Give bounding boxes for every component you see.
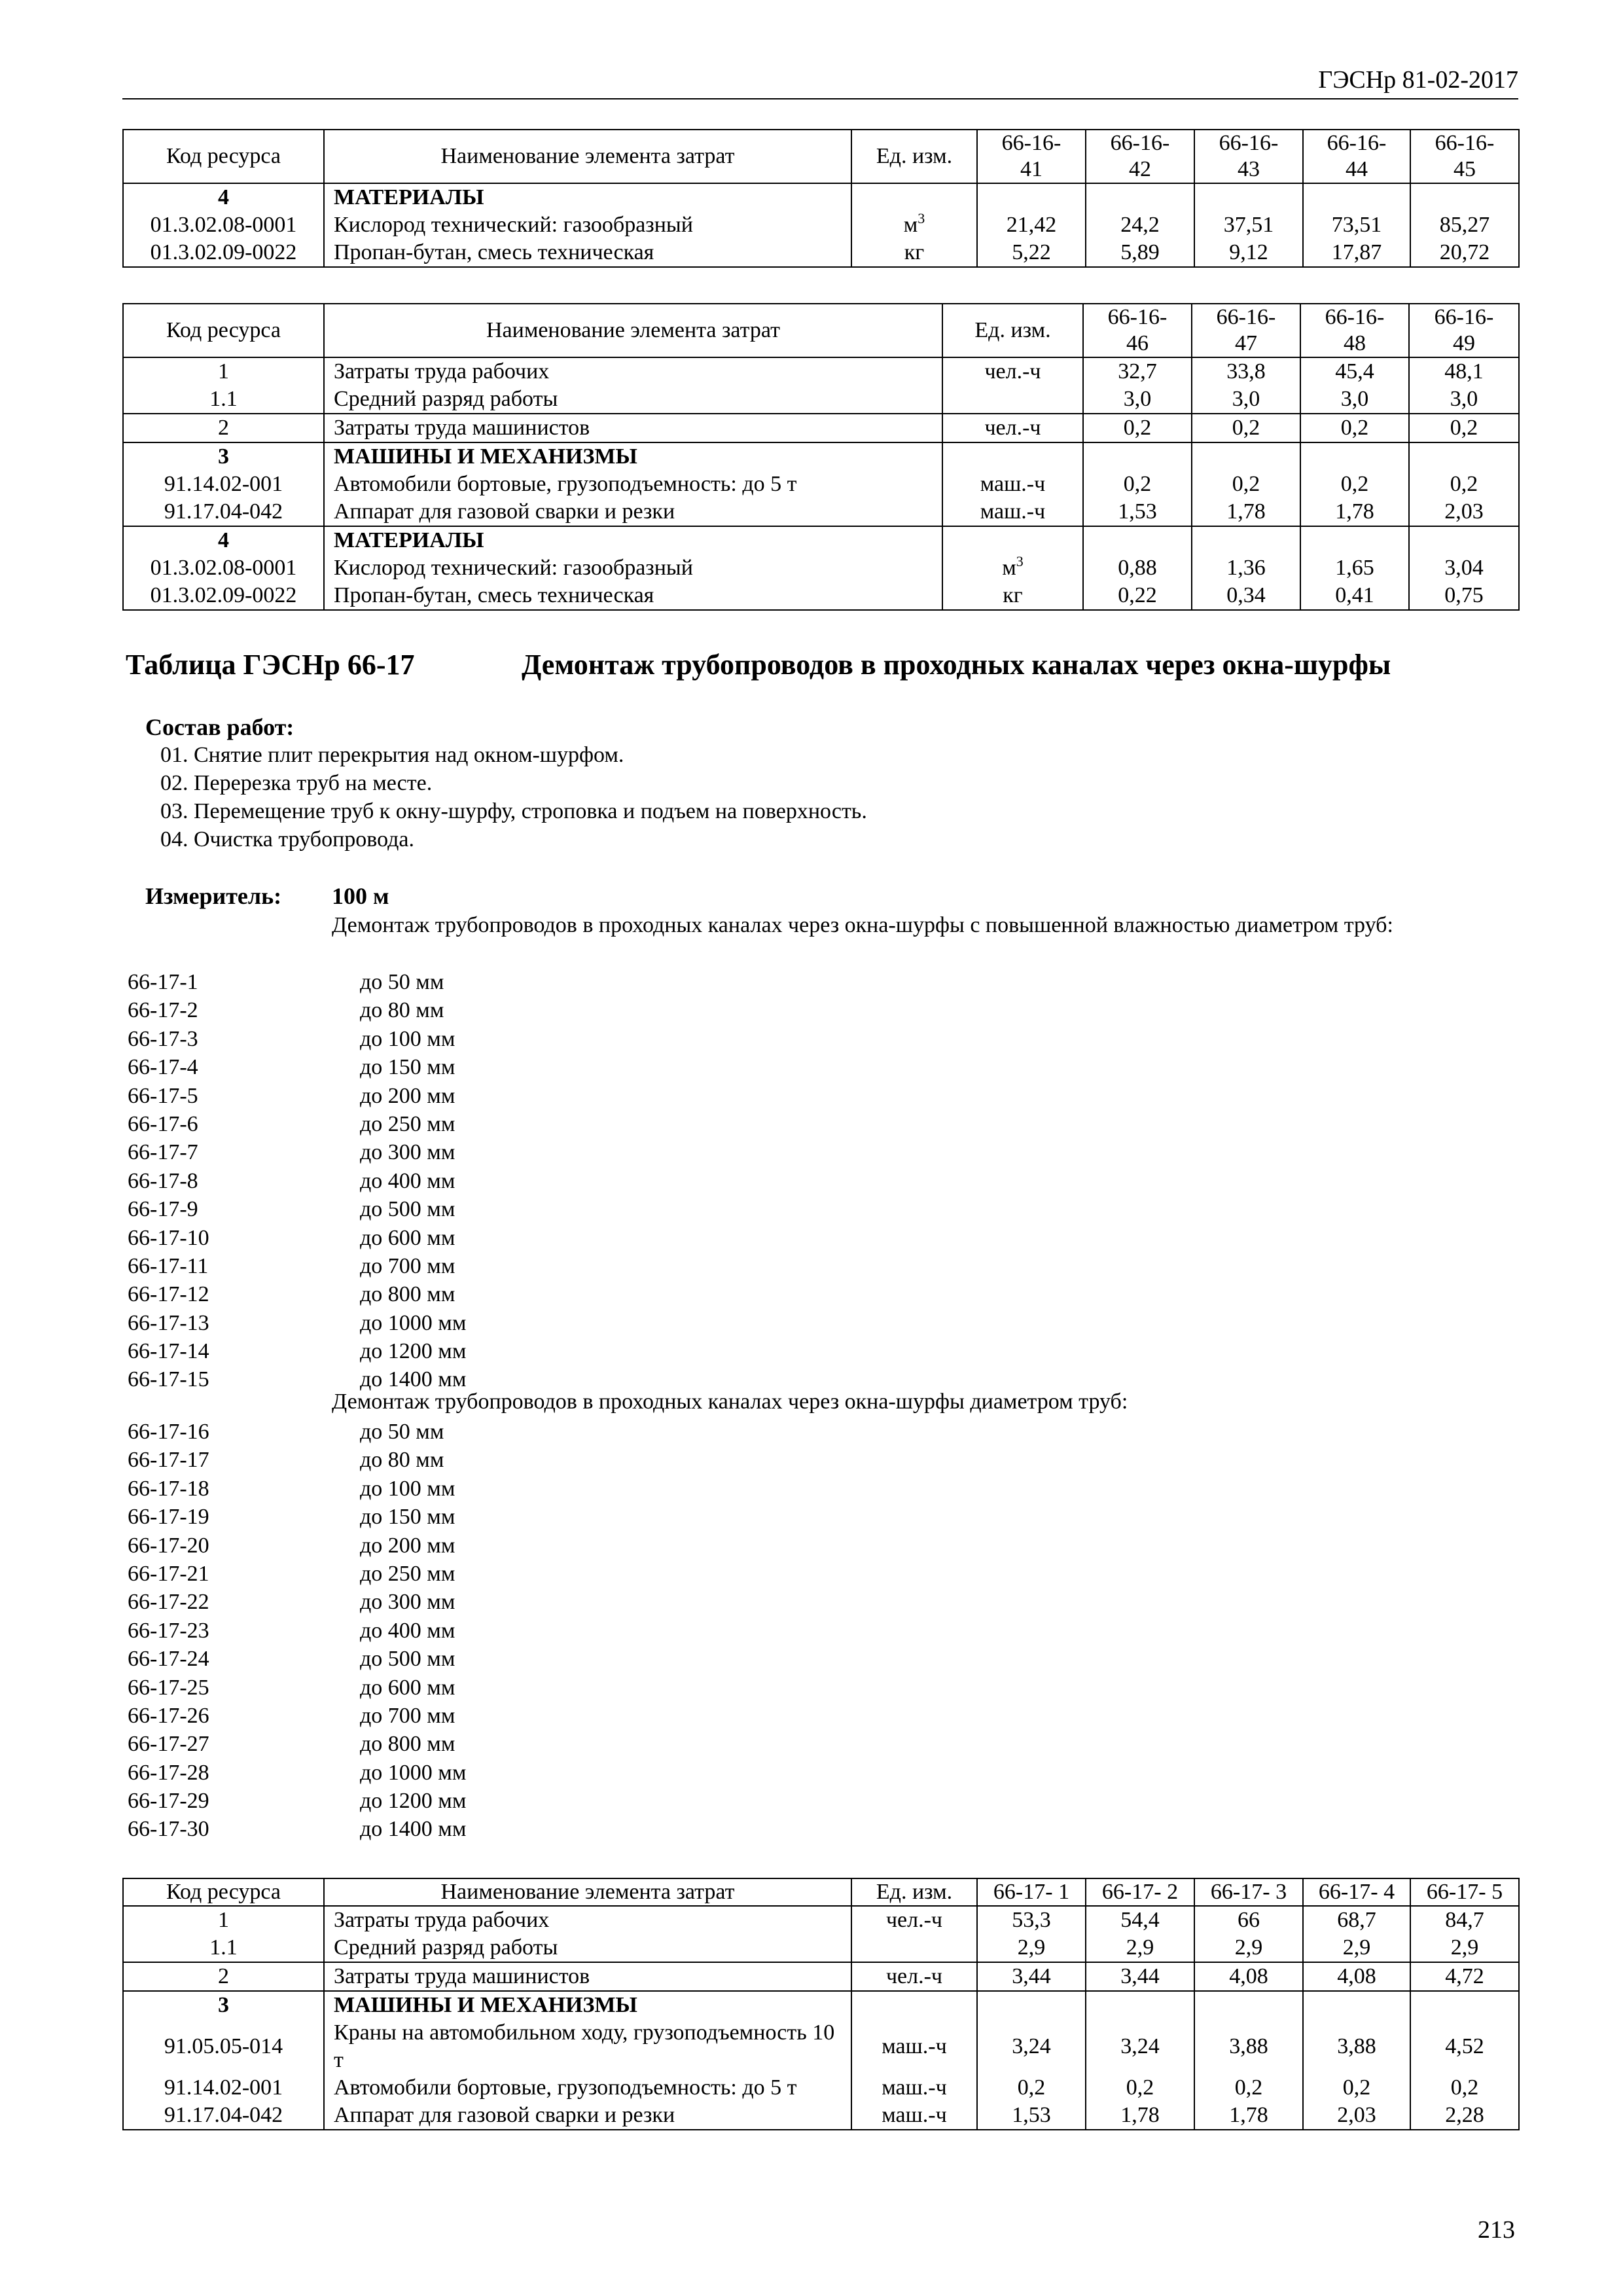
value-cell: 4,52 [1410,2019,1519,2074]
norm-diameter: до 1200 мм [360,1789,467,1814]
value-cell: 3,44 [977,1962,1086,1991]
norm-code: 66-17-15 [128,1367,209,1392]
resource-code: 01.3.02.08-0001 [123,554,324,582]
resource-name: Автомобили бортовые, грузоподъемность: до 5 т [324,471,942,498]
value-cell [1192,526,1300,554]
value-cell: 20,72 [1410,239,1519,267]
value-cell [1194,183,1303,211]
norm-code: 66-17-5 [128,1083,198,1108]
norm-diameter: до 600 мм [360,1675,455,1700]
value-cell: 0,2 [1083,414,1192,442]
resource-name: Затраты труда машинистов [324,1962,851,1991]
norm-diameter: до 100 мм [360,1026,455,1051]
norm-code: 66-17-27 [128,1732,209,1757]
value-cell: 4,08 [1303,1962,1410,1991]
unit: маш.-ч [851,2019,977,2074]
value-cell: 37,51 [1194,211,1303,239]
norm-code: 66-17-4 [128,1055,198,1080]
table-row [123,442,1519,471]
resource-code: 1 [123,357,324,386]
norm-diameter: до 1000 мм [360,1310,467,1335]
value-cell: 0,2 [1192,471,1300,498]
unit: маш.-ч [942,498,1083,526]
value-cell: 3,0 [1192,386,1300,414]
norm-diameter: до 250 мм [360,1561,455,1586]
resource-name: Кислород технический: газообразный [324,211,851,239]
value-cell [1194,1991,1303,2019]
resource-code: 91.14.02-001 [123,2074,324,2102]
column-header: Наименование элемента затрат [324,1878,851,1906]
table-row [123,554,1519,582]
value-cell: 48,1 [1409,357,1519,386]
norm-code: 66-17-19 [128,1505,209,1530]
work-composition-list [160,741,867,853]
resource-name: Средний разряд работы [324,1934,851,1962]
table-row [123,239,1519,267]
value-cell: 1,65 [1300,554,1409,582]
column-header: Наименование элемента затрат [324,304,942,357]
table-row [123,414,1519,442]
resource-code: 91.14.02-001 [123,471,324,498]
value-cell: 2,9 [1410,1934,1519,1962]
resource-code: 1.1 [123,386,324,414]
resource-table-66-17-1-5 [122,1878,1520,2130]
table-row [123,1906,1519,1934]
value-cell: 1,78 [1192,498,1300,526]
norm-diameter: до 700 мм [360,1703,455,1728]
column-header: Ед. изм. [942,304,1083,357]
resource-name: МАШИНЫ И МЕХАНИЗМЫ [324,1991,851,2019]
norm-diameter: до 150 мм [360,1505,455,1530]
value-cell: 85,27 [1410,211,1519,239]
column-header: 66-16- 42 [1086,130,1194,183]
value-cell: 54,4 [1086,1906,1194,1934]
measure-label: Измеритель: [145,883,282,909]
norm-diameter: до 200 мм [360,1083,455,1108]
value-cell [977,1991,1086,2019]
resource-code: 01.3.02.09-0022 [123,582,324,610]
table-row [123,1991,1519,2019]
value-cell [1083,442,1192,471]
norm-diameter: до 250 мм [360,1111,455,1136]
value-cell: 0,2 [1409,414,1519,442]
resource-code: 91.17.04-042 [123,2102,324,2130]
value-cell: 0,2 [977,2074,1086,2102]
table-header-row [123,1878,1519,1906]
column-header: 66-17- 1 [977,1878,1086,1906]
norm-code: 66-17-11 [128,1253,209,1278]
norm-diameter: до 50 мм [360,1420,444,1444]
value-cell: 1,78 [1300,498,1409,526]
column-header: 66-17- 3 [1194,1878,1303,1906]
resource-table-66-16-41-45 [122,129,1520,268]
norm-diameter: до 300 мм [360,1140,455,1165]
resource-code: 01.3.02.08-0001 [123,211,324,239]
resource-table-66-16-46-49 [122,303,1520,611]
value-cell: 3,88 [1194,2019,1303,2074]
norm-code: 66-17-16 [128,1420,209,1444]
resource-name: Затраты труда рабочих [324,1906,851,1934]
value-cell: 66 [1194,1906,1303,1934]
value-cell: 3,44 [1086,1962,1194,1991]
norm-diameter: до 200 мм [360,1533,455,1558]
value-cell [1409,526,1519,554]
table-row [123,526,1519,554]
resource-name: Пропан-бутан, смесь техническая [324,582,942,610]
value-cell: 0,22 [1083,582,1192,610]
column-header: 66-16- 43 [1194,130,1303,183]
table-row [123,1934,1519,1962]
table-row [123,471,1519,498]
value-cell: 1,78 [1194,2102,1303,2130]
norm-code: 66-17-25 [128,1675,209,1700]
unit: маш.-ч [851,2074,977,2102]
value-cell: 53,3 [977,1906,1086,1934]
norm-code: 66-17-23 [128,1618,209,1643]
norm-code: 66-17-30 [128,1817,209,1842]
value-cell: 0,2 [1300,471,1409,498]
table-row [123,2102,1519,2130]
value-cell: 17,87 [1303,239,1410,267]
resource-name: Затраты труда рабочих [324,357,942,386]
norm-code: 66-17-24 [128,1647,209,1672]
resource-name: МАТЕРИАЛЫ [324,526,942,554]
unit [942,386,1083,414]
norm-code: 66-17-13 [128,1310,209,1335]
resource-name: Пропан-бутан, смесь техническая [324,239,851,267]
unit: маш.-ч [851,2102,977,2130]
norm-code: 66-17-22 [128,1590,209,1615]
column-header: 66-16- 41 [977,130,1086,183]
value-cell: 2,03 [1409,498,1519,526]
work-item: 01. Снятие плит перекрытия над окном-шурфом. [160,743,624,767]
value-cell: 24,2 [1086,211,1194,239]
unit: чел.-ч [851,1906,977,1934]
value-cell: 4,08 [1194,1962,1303,1991]
norm-diameter: до 100 мм [360,1476,455,1501]
value-cell: 73,51 [1303,211,1410,239]
value-cell: 3,88 [1303,2019,1410,2074]
column-header: 66-17- 2 [1086,1878,1194,1906]
value-cell [1083,526,1192,554]
resource-code: 91.05.05-014 [123,2019,324,2074]
column-header: Код ресурса [123,130,324,183]
measure-value: 100 м [332,883,389,909]
value-cell: 2,03 [1303,2102,1410,2130]
value-cell: 2,9 [1303,1934,1410,1962]
work-item: 02. Перерезка труб на месте. [160,771,433,795]
norm-diameter: до 1200 мм [360,1339,467,1364]
value-cell: 0,2 [1192,414,1300,442]
value-cell [1086,1991,1194,2019]
value-cell: 1,53 [1083,498,1192,526]
table-row [123,357,1519,386]
resource-name: Кислород технический: газообразный [324,554,942,582]
value-cell [977,183,1086,211]
resource-code: 2 [123,1962,324,1991]
value-cell [1410,1991,1519,2019]
resource-code: 91.17.04-042 [123,498,324,526]
value-cell: 84,7 [1410,1906,1519,1934]
column-header: 66-17- 4 [1303,1878,1410,1906]
column-header: 66-16- 46 [1083,304,1192,357]
norm-diameter: до 50 мм [360,970,444,994]
value-cell: 45,4 [1300,357,1409,386]
table-row [123,386,1519,414]
value-cell: 0,2 [1086,2074,1194,2102]
resource-code: 3 [123,442,324,471]
value-cell: 9,12 [1194,239,1303,267]
value-cell [1300,526,1409,554]
resource-name: Аппарат для газовой сварки и резки [324,2102,851,2130]
resource-code: 4 [123,526,324,554]
value-cell: 0,34 [1192,582,1300,610]
value-cell: 0,2 [1303,2074,1410,2102]
page-number: 213 [1478,2216,1515,2244]
value-cell: 2,28 [1410,2102,1519,2130]
column-header: 66-16- 45 [1410,130,1519,183]
unit-m3: $м^3$ [851,211,977,239]
work-item: 03. Перемещение труб к окну-шурфу, строповка и подъем на поверхность. [160,799,867,823]
column-header: 66-16- 47 [1192,304,1300,357]
value-cell: 3,04 [1409,554,1519,582]
norm-code: 66-17-14 [128,1339,209,1364]
norm-code: 66-17-26 [128,1703,209,1728]
column-header: Код ресурса [123,1878,324,1906]
resource-code: 01.3.02.09-0022 [123,239,324,267]
value-cell: 0,2 [1194,2074,1303,2102]
column-header: Ед. изм. [851,1878,977,1906]
column-header: 66-16- 44 [1303,130,1410,183]
value-cell: 2,9 [1086,1934,1194,1962]
value-cell: 3,0 [1409,386,1519,414]
norm-diameter: до 800 мм [360,1732,455,1757]
description-humid: Демонтаж трубопроводов в проходных каналах через окна-шурфы с повышенной влажностью диаметром труб: [332,913,1393,937]
unit: чел.-ч [942,414,1083,442]
table-row [123,1962,1519,1991]
value-cell [1303,183,1410,211]
column-header: 66-16- 48 [1300,304,1409,357]
unit: кг [851,239,977,267]
norm-code: 66-17-18 [128,1476,209,1501]
table-label: Таблица ГЭСНр 66-17 [126,649,415,681]
norm-diameter: до 150 мм [360,1055,455,1080]
norm-diameter: до 80 мм [360,998,444,1023]
resource-name: Средний разряд работы [324,386,942,414]
unit [851,1934,977,1962]
norm-code: 66-17-21 [128,1561,209,1586]
resource-name: Затраты труда машинистов [324,414,942,442]
table-row [123,2074,1519,2102]
norm-code: 66-17-3 [128,1026,198,1051]
value-cell: 0,2 [1409,471,1519,498]
value-cell: 0,88 [1083,554,1192,582]
table-row [123,582,1519,610]
value-cell: 5,22 [977,239,1086,267]
resource-code: 3 [123,1991,324,2019]
norm-code: 66-17-12 [128,1282,209,1307]
column-header: 66-17- 5 [1410,1878,1519,1906]
resource-name: Аппарат для газовой сварки и резки [324,498,942,526]
unit: кг [942,582,1083,610]
unit: маш.-ч [942,471,1083,498]
document-code-header: ГЭСНр 81-02-2017 [1318,66,1518,94]
column-header: Ед. изм. [851,130,977,183]
value-cell: 4,72 [1410,1962,1519,1991]
value-cell: 1,78 [1086,2102,1194,2130]
table-row [123,2019,1519,2074]
table-row [123,211,1519,239]
value-cell: 0,75 [1409,582,1519,610]
resource-name: МАШИНЫ И МЕХАНИЗМЫ [324,442,942,471]
description-regular: Демонтаж трубопроводов в проходных каналах через окна-шурфы диаметром труб: [332,1390,1128,1414]
header-rule [122,98,1518,99]
norm-diameter: до 600 мм [360,1225,455,1250]
unit-m3: $м^3$ [942,554,1083,582]
value-cell: 3,0 [1300,386,1409,414]
resource-code: 2 [123,414,324,442]
norm-code: 66-17-17 [128,1448,209,1473]
value-cell: 32,7 [1083,357,1192,386]
unit [851,183,977,211]
norm-code: 66-17-28 [128,1760,209,1785]
norm-diameter: до 1400 мм [360,1817,467,1842]
work-composition-label: Состав работ: [145,714,294,740]
norm-code: 66-17-2 [128,998,198,1023]
value-cell [1303,1991,1410,2019]
unit: чел.-ч [942,357,1083,386]
norm-diameter: до 800 мм [360,1282,455,1307]
value-cell [1409,442,1519,471]
norm-code: 66-17-6 [128,1111,198,1136]
value-cell: 21,42 [977,211,1086,239]
value-cell: 2,9 [1194,1934,1303,1962]
norm-diameter: до 400 мм [360,1168,455,1193]
norm-code: 66-17-9 [128,1197,198,1222]
table-row [123,183,1519,211]
table-title: Демонтаж трубопроводов в проходных каналах через окна-шурфы [522,649,1391,681]
resource-code: 4 [123,183,324,211]
value-cell [1086,183,1194,211]
norm-code: 66-17-20 [128,1533,209,1558]
work-item: 04. Очистка трубопровода. [160,827,414,852]
norm-diameter: до 400 мм [360,1618,455,1643]
value-cell: 0,41 [1300,582,1409,610]
norm-code: 66-17-29 [128,1789,209,1814]
resource-code: 1 [123,1906,324,1934]
norm-diameter: до 500 мм [360,1647,455,1672]
unit: чел.-ч [851,1962,977,1991]
value-cell: 33,8 [1192,357,1300,386]
column-header: 66-16- 49 [1409,304,1519,357]
value-cell: 68,7 [1303,1906,1410,1934]
value-cell: 0,2 [1083,471,1192,498]
norm-diameter: до 500 мм [360,1197,455,1222]
table-row [123,498,1519,526]
value-cell: 1,36 [1192,554,1300,582]
value-cell [1300,442,1409,471]
norm-diameter: до 80 мм [360,1448,444,1473]
resource-name: МАТЕРИАЛЫ [324,183,851,211]
column-header: Наименование элемента затрат [324,130,851,183]
norm-code: 66-17-10 [128,1225,209,1250]
value-cell: 0,2 [1300,414,1409,442]
value-cell: 2,9 [977,1934,1086,1962]
unit [851,1991,977,2019]
value-cell [1410,183,1519,211]
norm-diameter: до 700 мм [360,1253,455,1278]
value-cell: 5,89 [1086,239,1194,267]
norm-code: 66-17-7 [128,1140,198,1165]
resource-name: Краны на автомобильном ходу, грузоподъемность 10 т [324,2019,851,2074]
value-cell: 0,2 [1410,2074,1519,2102]
norm-code: 66-17-8 [128,1168,198,1193]
unit [942,442,1083,471]
norm-diameter: до 1000 мм [360,1760,467,1785]
value-cell: 3,0 [1083,386,1192,414]
value-cell: 1,53 [977,2102,1086,2130]
resource-code: 1.1 [123,1934,324,1962]
value-cell [1192,442,1300,471]
table-header-row [123,130,1519,183]
norm-code: 66-17-1 [128,970,198,994]
column-header: Код ресурса [123,304,324,357]
resource-name: Автомобили бортовые, грузоподъемность: до 5 т [324,2074,851,2102]
unit [942,526,1083,554]
norm-diameter: до 1400 мм [360,1367,467,1392]
value-cell: 3,24 [1086,2019,1194,2074]
value-cell: 3,24 [977,2019,1086,2074]
table-header-row [123,304,1519,357]
norm-diameter: до 300 мм [360,1590,455,1615]
